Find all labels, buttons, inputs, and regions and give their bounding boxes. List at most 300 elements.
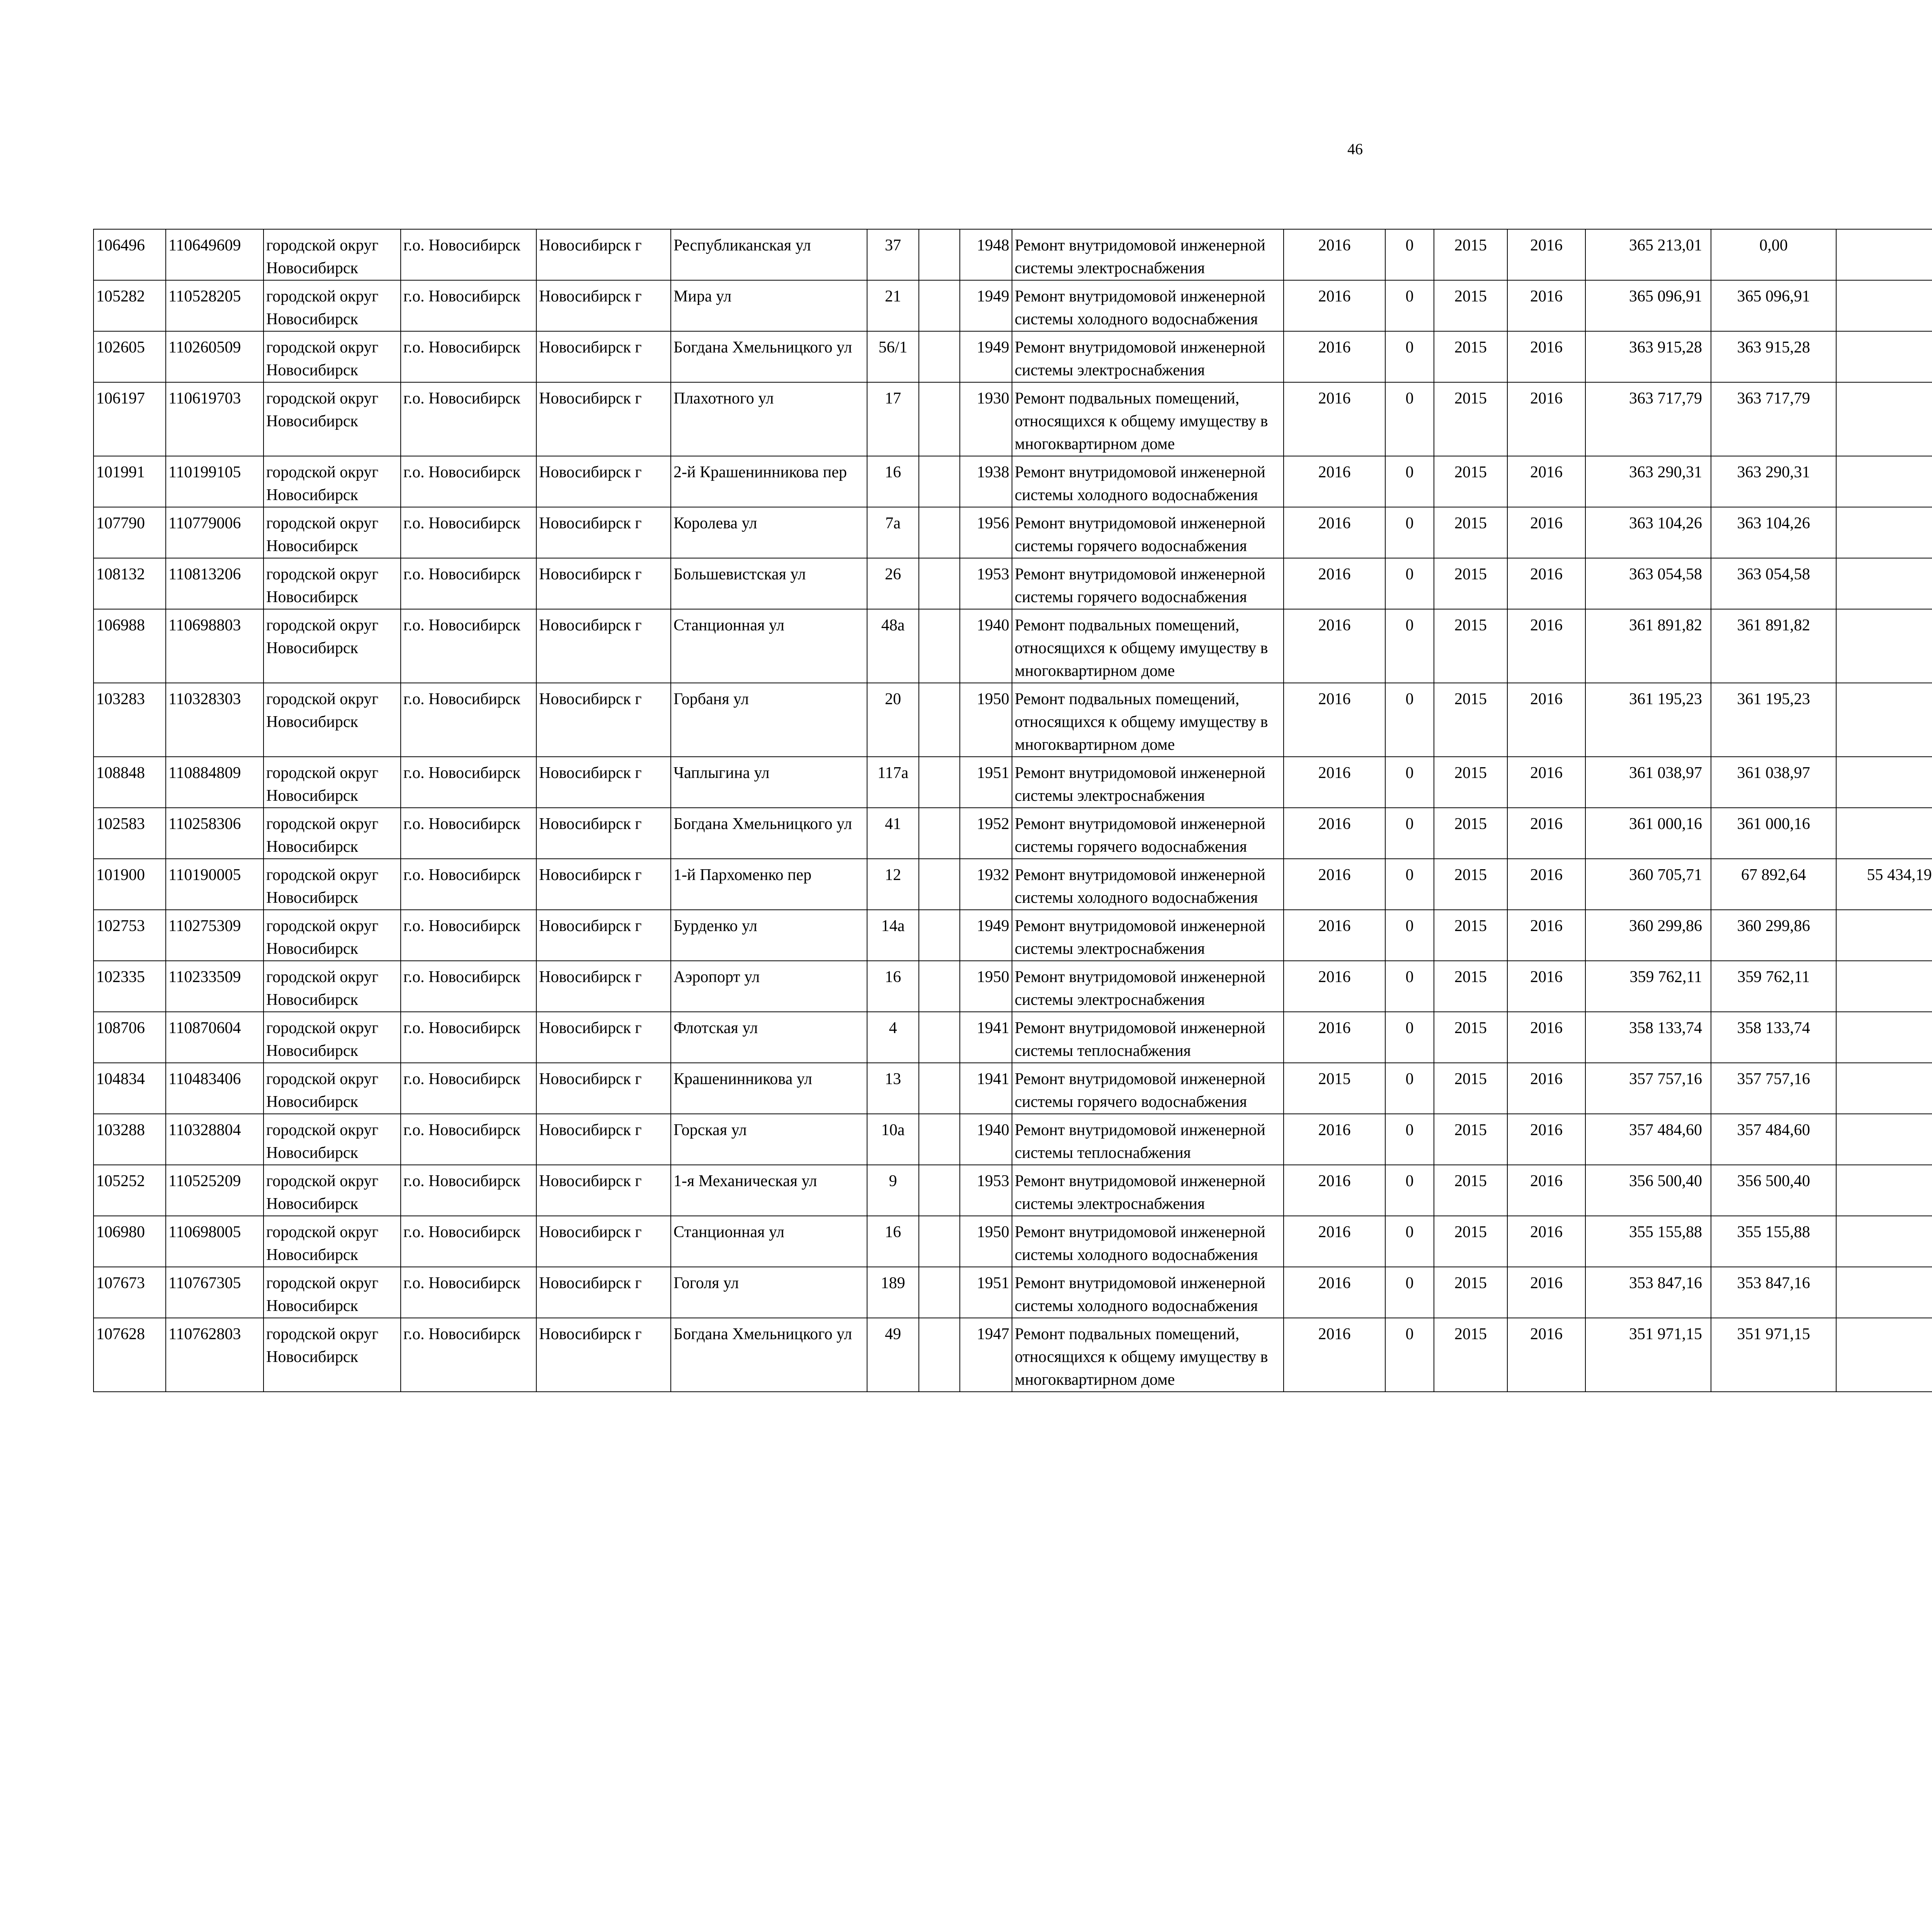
cell-year-built: 1940 — [960, 609, 1012, 683]
table-row — [94, 757, 1932, 808]
cell-year-to: 2016 — [1507, 1165, 1585, 1216]
cell-year-from: 2015 — [1434, 910, 1507, 961]
cell-amount-1: 363 104,26 — [1711, 507, 1836, 558]
cell-zero: 0 — [1385, 1165, 1434, 1216]
cell-zero: 0 — [1385, 456, 1434, 507]
cell-building — [919, 331, 960, 382]
table-row — [94, 683, 1932, 757]
cell-year-from: 2015 — [1434, 280, 1507, 331]
cell-plan-year: 2016 — [1284, 1012, 1385, 1063]
cell-plan-year: 2016 — [1284, 558, 1385, 609]
cell-municipality: городской округ Новосибирск — [264, 229, 401, 280]
cell-municipality-short: г.о. Новосибирск — [401, 382, 536, 456]
cell-code: 110328303 — [166, 683, 264, 757]
cell-total: 357 757,16 — [1585, 1063, 1711, 1114]
cell-year-from: 2015 — [1434, 1318, 1507, 1392]
cell-amount-1: 363 717,79 — [1711, 382, 1836, 456]
cell-building — [919, 683, 960, 757]
cell-plan-year: 2016 — [1284, 757, 1385, 808]
cell-year-to: 2016 — [1507, 1216, 1585, 1267]
cell-id: 106988 — [94, 609, 166, 683]
cell-code: 110619703 — [166, 382, 264, 456]
cell-year-from: 2015 — [1434, 1165, 1507, 1216]
cell-street: Бурденко ул — [671, 910, 867, 961]
cell-zero: 0 — [1385, 1267, 1434, 1318]
cell-street: Горбаня ул — [671, 683, 867, 757]
cell-code: 110190005 — [166, 859, 264, 910]
cell-work-type: Ремонт подвальных помещений, относящихся к общему имуществу в многоквартирном доме — [1012, 1318, 1284, 1392]
cell-year-to: 2016 — [1507, 382, 1585, 456]
cell-amount-1: 365 096,91 — [1711, 280, 1836, 331]
cell-amount-1: 361 891,82 — [1711, 609, 1836, 683]
cell-code: 110528205 — [166, 280, 264, 331]
cell-year-from: 2015 — [1434, 961, 1507, 1012]
cell-municipality: городской округ Новосибирск — [264, 507, 401, 558]
cell-year-from: 2015 — [1434, 859, 1507, 910]
table-row — [94, 1216, 1932, 1267]
cell-amount-1: 361 038,97 — [1711, 757, 1836, 808]
cell-municipality-short: г.о. Новосибирск — [401, 331, 536, 382]
cell-municipality: городской округ Новосибирск — [264, 1318, 401, 1392]
cell-house: 20 — [867, 683, 919, 757]
cell-amount-2 — [1836, 961, 1932, 1012]
table-row — [94, 1063, 1932, 1114]
cell-amount-2 — [1836, 1012, 1932, 1063]
cell-year-built: 1949 — [960, 280, 1012, 331]
cell-street: Крашенинникова ул — [671, 1063, 867, 1114]
cell-settlement: Новосибирск г — [536, 1267, 671, 1318]
cell-building — [919, 808, 960, 859]
cell-municipality: городской округ Новосибирск — [264, 382, 401, 456]
table-row — [94, 1318, 1932, 1392]
cell-building — [919, 229, 960, 280]
table-row — [94, 961, 1932, 1012]
cell-street: 1-й Пархоменко пер — [671, 859, 867, 910]
cell-settlement: Новосибирск г — [536, 280, 671, 331]
cell-year-built: 1950 — [960, 961, 1012, 1012]
cell-zero: 0 — [1385, 910, 1434, 961]
table-row — [94, 507, 1932, 558]
cell-code: 110698005 — [166, 1216, 264, 1267]
cell-plan-year: 2016 — [1284, 910, 1385, 961]
cell-zero: 0 — [1385, 1012, 1434, 1063]
cell-zero: 0 — [1385, 683, 1434, 757]
cell-year-to: 2016 — [1507, 859, 1585, 910]
cell-year-built: 1948 — [960, 229, 1012, 280]
cell-plan-year: 2016 — [1284, 280, 1385, 331]
cell-work-type: Ремонт подвальных помещений, относящихся к общему имуществу в многоквартирном доме — [1012, 609, 1284, 683]
cell-work-type: Ремонт внутридомовой инженерной системы электроснабжения — [1012, 757, 1284, 808]
cell-year-from: 2015 — [1434, 229, 1507, 280]
cell-settlement: Новосибирск г — [536, 456, 671, 507]
cell-zero: 0 — [1385, 382, 1434, 456]
cell-year-built: 1949 — [960, 910, 1012, 961]
table-row — [94, 331, 1932, 382]
cell-building — [919, 1165, 960, 1216]
cell-code: 110779006 — [166, 507, 264, 558]
cell-id: 101991 — [94, 456, 166, 507]
table-row — [94, 1165, 1932, 1216]
cell-street: Богдана Хмельницкого ул — [671, 1318, 867, 1392]
cell-total: 361 195,23 — [1585, 683, 1711, 757]
cell-building — [919, 382, 960, 456]
cell-total: 360 299,86 — [1585, 910, 1711, 961]
cell-building — [919, 1063, 960, 1114]
cell-street: 1-я Механическая ул — [671, 1165, 867, 1216]
cell-house: 48а — [867, 609, 919, 683]
cell-amount-2 — [1836, 910, 1932, 961]
cell-work-type: Ремонт внутридомовой инженерной системы электроснабжения — [1012, 961, 1284, 1012]
cell-total: 361 000,16 — [1585, 808, 1711, 859]
table-row — [94, 1114, 1932, 1165]
cell-work-type: Ремонт внутридомовой инженерной системы холодного водоснабжения — [1012, 1216, 1284, 1267]
cell-amount-1: 357 484,60 — [1711, 1114, 1836, 1165]
cell-amount-1: 363 915,28 — [1711, 331, 1836, 382]
cell-municipality-short: г.о. Новосибирск — [401, 1267, 536, 1318]
cell-amount-2 — [1836, 683, 1932, 757]
cell-amount-1: 356 500,40 — [1711, 1165, 1836, 1216]
cell-total: 361 891,82 — [1585, 609, 1711, 683]
cell-total: 355 155,88 — [1585, 1216, 1711, 1267]
cell-amount-1: 355 155,88 — [1711, 1216, 1836, 1267]
cell-zero: 0 — [1385, 507, 1434, 558]
cell-building — [919, 507, 960, 558]
cell-house: 10а — [867, 1114, 919, 1165]
cell-house: 7а — [867, 507, 919, 558]
cell-amount-2 — [1836, 808, 1932, 859]
cell-year-built: 1950 — [960, 683, 1012, 757]
cell-id: 108848 — [94, 757, 166, 808]
cell-total: 360 705,71 — [1585, 859, 1711, 910]
cell-municipality-short: г.о. Новосибирск — [401, 683, 536, 757]
cell-municipality: городской округ Новосибирск — [264, 558, 401, 609]
cell-street: Флотская ул — [671, 1012, 867, 1063]
cell-id: 104834 — [94, 1063, 166, 1114]
cell-house: 4 — [867, 1012, 919, 1063]
cell-zero: 0 — [1385, 280, 1434, 331]
cell-id: 103288 — [94, 1114, 166, 1165]
cell-year-to: 2016 — [1507, 808, 1585, 859]
cell-plan-year: 2016 — [1284, 507, 1385, 558]
cell-year-to: 2016 — [1507, 1063, 1585, 1114]
cell-amount-1: 363 054,58 — [1711, 558, 1836, 609]
cell-plan-year: 2016 — [1284, 808, 1385, 859]
cell-house: 41 — [867, 808, 919, 859]
cell-year-from: 2015 — [1434, 1216, 1507, 1267]
cell-building — [919, 280, 960, 331]
cell-year-to: 2016 — [1507, 1114, 1585, 1165]
cell-amount-1: 361 000,16 — [1711, 808, 1836, 859]
cell-year-built: 1956 — [960, 507, 1012, 558]
cell-municipality: городской округ Новосибирск — [264, 280, 401, 331]
cell-settlement: Новосибирск г — [536, 961, 671, 1012]
cell-year-built: 1941 — [960, 1063, 1012, 1114]
cell-id: 107673 — [94, 1267, 166, 1318]
cell-house: 189 — [867, 1267, 919, 1318]
cell-plan-year: 2016 — [1284, 1165, 1385, 1216]
cell-municipality: городской округ Новосибирск — [264, 456, 401, 507]
cell-house: 17 — [867, 382, 919, 456]
cell-year-from: 2015 — [1434, 507, 1507, 558]
cell-building — [919, 910, 960, 961]
cell-amount-2 — [1836, 280, 1932, 331]
cell-municipality: городской округ Новосибирск — [264, 1063, 401, 1114]
cell-amount-2 — [1836, 331, 1932, 382]
cell-house: 56/1 — [867, 331, 919, 382]
table-row — [94, 910, 1932, 961]
cell-plan-year: 2016 — [1284, 382, 1385, 456]
table-row — [94, 558, 1932, 609]
cell-street: Станционная ул — [671, 609, 867, 683]
cell-zero: 0 — [1385, 1114, 1434, 1165]
cell-year-from: 2015 — [1434, 1063, 1507, 1114]
repair-register-table — [93, 229, 1932, 1392]
cell-street: Аэропорт ул — [671, 961, 867, 1012]
cell-municipality-short: г.о. Новосибирск — [401, 229, 536, 280]
cell-year-to: 2016 — [1507, 507, 1585, 558]
cell-amount-2 — [1836, 382, 1932, 456]
cell-total: 351 971,15 — [1585, 1318, 1711, 1392]
table-row — [94, 229, 1932, 280]
cell-house: 16 — [867, 961, 919, 1012]
cell-municipality-short: г.о. Новосибирск — [401, 1165, 536, 1216]
cell-id: 106197 — [94, 382, 166, 456]
cell-work-type: Ремонт внутридомовой инженерной системы холодного водоснабжения — [1012, 280, 1284, 331]
cell-street: 2-й Крашенинникова пер — [671, 456, 867, 507]
cell-amount-1: 0,00 — [1711, 229, 1836, 280]
cell-year-to: 2016 — [1507, 1012, 1585, 1063]
cell-amount-2: 55 434,19 — [1836, 859, 1932, 910]
cell-id: 102583 — [94, 808, 166, 859]
cell-house: 14а — [867, 910, 919, 961]
table-row — [94, 456, 1932, 507]
cell-municipality-short: г.о. Новосибирск — [401, 1114, 536, 1165]
cell-total: 361 038,97 — [1585, 757, 1711, 808]
cell-municipality-short: г.о. Новосибирск — [401, 961, 536, 1012]
cell-year-built: 1953 — [960, 558, 1012, 609]
cell-code: 110525209 — [166, 1165, 264, 1216]
cell-code: 110698803 — [166, 609, 264, 683]
cell-total: 363 915,28 — [1585, 331, 1711, 382]
cell-plan-year: 2016 — [1284, 331, 1385, 382]
cell-plan-year: 2016 — [1284, 1318, 1385, 1392]
cell-code: 110870604 — [166, 1012, 264, 1063]
table-row — [94, 1012, 1932, 1063]
cell-house: 9 — [867, 1165, 919, 1216]
cell-year-to: 2016 — [1507, 757, 1585, 808]
cell-year-built: 1940 — [960, 1114, 1012, 1165]
table-row — [94, 382, 1932, 456]
cell-street: Чаплыгина ул — [671, 757, 867, 808]
cell-municipality: городской округ Новосибирск — [264, 757, 401, 808]
cell-code: 110884809 — [166, 757, 264, 808]
cell-municipality: городской округ Новосибирск — [264, 808, 401, 859]
cell-municipality: городской округ Новосибирск — [264, 683, 401, 757]
cell-municipality: городской округ Новосибирск — [264, 859, 401, 910]
cell-settlement: Новосибирск г — [536, 331, 671, 382]
cell-amount-2 — [1836, 229, 1932, 280]
cell-street: Богдана Хмельницкого ул — [671, 808, 867, 859]
cell-year-built: 1952 — [960, 808, 1012, 859]
cell-total: 353 847,16 — [1585, 1267, 1711, 1318]
cell-settlement: Новосибирск г — [536, 382, 671, 456]
cell-plan-year: 2016 — [1284, 961, 1385, 1012]
cell-settlement: Новосибирск г — [536, 757, 671, 808]
cell-id: 106980 — [94, 1216, 166, 1267]
cell-municipality-short: г.о. Новосибирск — [401, 1318, 536, 1392]
cell-code: 110767305 — [166, 1267, 264, 1318]
cell-settlement: Новосибирск г — [536, 683, 671, 757]
cell-code: 110260509 — [166, 331, 264, 382]
cell-municipality: городской округ Новосибирск — [264, 609, 401, 683]
cell-code: 110328804 — [166, 1114, 264, 1165]
cell-id: 105252 — [94, 1165, 166, 1216]
cell-house: 26 — [867, 558, 919, 609]
cell-work-type: Ремонт подвальных помещений, относящихся к общему имуществу в многоквартирном доме — [1012, 683, 1284, 757]
cell-building — [919, 1114, 960, 1165]
cell-zero: 0 — [1385, 1216, 1434, 1267]
cell-amount-2 — [1836, 1063, 1932, 1114]
cell-municipality-short: г.о. Новосибирск — [401, 609, 536, 683]
cell-street: Мира ул — [671, 280, 867, 331]
register-body — [94, 229, 1932, 1392]
cell-building — [919, 1318, 960, 1392]
cell-house: 12 — [867, 859, 919, 910]
cell-zero: 0 — [1385, 558, 1434, 609]
cell-amount-2 — [1836, 1216, 1932, 1267]
cell-plan-year: 2016 — [1284, 683, 1385, 757]
cell-year-built: 1951 — [960, 1267, 1012, 1318]
cell-year-from: 2015 — [1434, 558, 1507, 609]
cell-code: 110233509 — [166, 961, 264, 1012]
cell-building — [919, 609, 960, 683]
cell-code: 110275309 — [166, 910, 264, 961]
cell-street: Богдана Хмельницкого ул — [671, 331, 867, 382]
cell-amount-1: 358 133,74 — [1711, 1012, 1836, 1063]
cell-id: 107790 — [94, 507, 166, 558]
cell-street: Станционная ул — [671, 1216, 867, 1267]
cell-amount-1: 361 195,23 — [1711, 683, 1836, 757]
cell-house: 21 — [867, 280, 919, 331]
cell-year-from: 2015 — [1434, 382, 1507, 456]
cell-id: 101900 — [94, 859, 166, 910]
cell-year-to: 2016 — [1507, 1318, 1585, 1392]
cell-amount-2 — [1836, 757, 1932, 808]
cell-year-from: 2015 — [1434, 1012, 1507, 1063]
cell-total: 365 213,01 — [1585, 229, 1711, 280]
cell-house: 117а — [867, 757, 919, 808]
cell-year-to: 2016 — [1507, 331, 1585, 382]
cell-work-type: Ремонт внутридомовой инженерной системы электроснабжения — [1012, 331, 1284, 382]
cell-settlement: Новосибирск г — [536, 1063, 671, 1114]
cell-amount-2 — [1836, 1114, 1932, 1165]
cell-year-built: 1932 — [960, 859, 1012, 910]
cell-municipality-short: г.о. Новосибирск — [401, 1216, 536, 1267]
cell-code: 110813206 — [166, 558, 264, 609]
cell-municipality-short: г.о. Новосибирск — [401, 910, 536, 961]
cell-building — [919, 558, 960, 609]
cell-municipality-short: г.о. Новосибирск — [401, 280, 536, 331]
cell-code: 110258306 — [166, 808, 264, 859]
cell-street: Большевистская ул — [671, 558, 867, 609]
cell-building — [919, 757, 960, 808]
cell-settlement: Новосибирск г — [536, 1216, 671, 1267]
cell-total: 358 133,74 — [1585, 1012, 1711, 1063]
cell-code: 110762803 — [166, 1318, 264, 1392]
cell-year-to: 2016 — [1507, 280, 1585, 331]
cell-zero: 0 — [1385, 757, 1434, 808]
cell-settlement: Новосибирск г — [536, 910, 671, 961]
cell-amount-1: 363 290,31 — [1711, 456, 1836, 507]
page-number: 46 — [1347, 140, 1363, 158]
cell-year-from: 2015 — [1434, 609, 1507, 683]
cell-municipality: городской округ Новосибирск — [264, 1114, 401, 1165]
cell-building — [919, 1216, 960, 1267]
cell-amount-1: 360 299,86 — [1711, 910, 1836, 961]
cell-street: Королева ул — [671, 507, 867, 558]
cell-plan-year: 2016 — [1284, 1114, 1385, 1165]
cell-municipality: городской округ Новосибирск — [264, 1012, 401, 1063]
cell-amount-2 — [1836, 1267, 1932, 1318]
table-row — [94, 609, 1932, 683]
cell-street: Гоголя ул — [671, 1267, 867, 1318]
cell-municipality: городской округ Новосибирск — [264, 910, 401, 961]
cell-street: Плахотного ул — [671, 382, 867, 456]
cell-work-type: Ремонт внутридомовой инженерной системы горячего водоснабжения — [1012, 808, 1284, 859]
cell-settlement: Новосибирск г — [536, 1012, 671, 1063]
cell-building — [919, 1012, 960, 1063]
table-row — [94, 280, 1932, 331]
cell-municipality: городской округ Новосибирск — [264, 331, 401, 382]
cell-total: 357 484,60 — [1585, 1114, 1711, 1165]
cell-year-from: 2015 — [1434, 757, 1507, 808]
cell-amount-2 — [1836, 1165, 1932, 1216]
cell-work-type: Ремонт внутридомовой инженерной системы электроснабжения — [1012, 1165, 1284, 1216]
table-row — [94, 808, 1932, 859]
cell-plan-year: 2016 — [1284, 229, 1385, 280]
cell-year-to: 2016 — [1507, 229, 1585, 280]
cell-amount-1: 357 757,16 — [1711, 1063, 1836, 1114]
cell-year-to: 2016 — [1507, 456, 1585, 507]
cell-amount-1: 67 892,64 — [1711, 859, 1836, 910]
cell-work-type: Ремонт внутридомовой инженерной системы холодного водоснабжения — [1012, 1267, 1284, 1318]
cell-amount-2 — [1836, 609, 1932, 683]
cell-amount-2 — [1836, 507, 1932, 558]
cell-work-type: Ремонт внутридомовой инженерной системы теплоснабжения — [1012, 1012, 1284, 1063]
cell-zero: 0 — [1385, 961, 1434, 1012]
cell-municipality: городской округ Новосибирск — [264, 1267, 401, 1318]
cell-settlement: Новосибирск г — [536, 558, 671, 609]
cell-year-from: 2015 — [1434, 1267, 1507, 1318]
cell-plan-year: 2016 — [1284, 609, 1385, 683]
cell-municipality-short: г.о. Новосибирск — [401, 507, 536, 558]
cell-total: 363 054,58 — [1585, 558, 1711, 609]
cell-total: 356 500,40 — [1585, 1165, 1711, 1216]
cell-year-built: 1938 — [960, 456, 1012, 507]
cell-municipality-short: г.о. Новосибирск — [401, 859, 536, 910]
cell-total: 363 290,31 — [1585, 456, 1711, 507]
cell-id: 108706 — [94, 1012, 166, 1063]
cell-id: 102605 — [94, 331, 166, 382]
cell-year-built: 1941 — [960, 1012, 1012, 1063]
cell-year-to: 2016 — [1507, 961, 1585, 1012]
cell-street: Республиканская ул — [671, 229, 867, 280]
cell-settlement: Новосибирск г — [536, 609, 671, 683]
cell-year-from: 2015 — [1434, 331, 1507, 382]
cell-municipality: городской округ Новосибирск — [264, 1216, 401, 1267]
cell-zero: 0 — [1385, 1318, 1434, 1392]
cell-building — [919, 859, 960, 910]
